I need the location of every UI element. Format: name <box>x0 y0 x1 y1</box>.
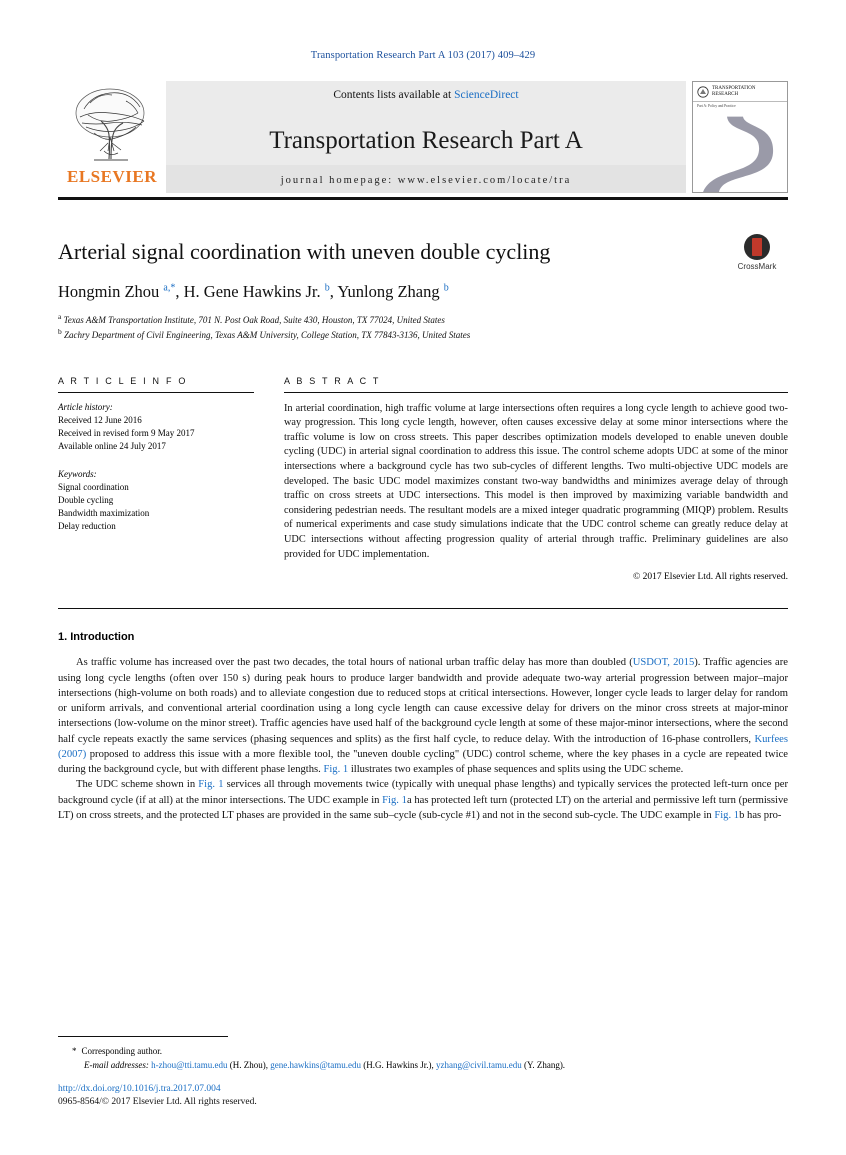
corresponding-author-line <box>58 1045 788 1059</box>
article-info-column <box>58 376 254 583</box>
keyword-item: Double cycling <box>58 494 114 505</box>
abstract-text: In arterial coordination, high traffic volume at large intersections often requires a long cycle length to achieve good two-way progression. This long cycle length, however, often causes excessive delay at some minor intersections where the traffic volume is low on cross streets. This paper describes optimization models developed to enable uneven double cycling (UDC) in arterial signal coordination to address this issue. The control scheme adopts UDC at some of the minor intersections where a background cycle has two sub-cycles of different lengths. Two multi-objective UDC models are developed. The basic UDC model maximizes constant two-way bandwidths and minimizes average delay of through traffic on cross streets at UDC intersections. This model is then improved by maximizing variable bandwidth and considering pedestrian needs. The resultant models are a mixed integer quadratic programming (MIQP) problem. Results of numerical experiments and case study simulations indicate that the UDC control scheme can greatly reduce delay at UDC intersections without affecting progression quality of arterial through traffic. Preliminary guidelines are also provided for UDC implementation. <box>284 402 788 560</box>
doi-link[interactable]: http://dx.doi.org/10.1016/j.tra.2017.07.004 <box>58 1084 221 1094</box>
journal-homepage[interactable]: journal homepage: www.elsevier.com/locate/tra <box>166 165 686 193</box>
p2-mid2: a has protected left turn (protected LT) on the arterial and permissive left turn (permissive LT) on cross streets, and the protected LT phases are provided in the same sub–cycle (sub-cycle #1) and not in the second sub-cycle. The UDC example in <box>58 794 788 821</box>
elsevier-logo <box>58 81 166 193</box>
keyword-item: Bandwidth maximization <box>58 507 150 518</box>
figure-ref-1[interactable]: Fig. 1 <box>323 764 349 776</box>
spacer <box>58 453 254 469</box>
issn-copyright: 0965-8564/© 2017 Elsevier Ltd. All rights reserved. <box>58 1097 257 1107</box>
affiliation-b: $^b$ Zachry Department of Civil Engineering, Texas A&M University, College Station, TX 77843-3136, United States <box>58 326 471 340</box>
cover-line1: TRANSPORTATION <box>712 86 756 91</box>
page-footnote <box>58 1036 788 1107</box>
history-item: Received 12 June 2016 <box>58 414 142 425</box>
email-owner-2: (H.G. Hawkins Jr.), <box>363 1059 434 1070</box>
asterisk-marker: * <box>72 1046 77 1056</box>
article-info-rule <box>58 392 254 393</box>
keywords-label: Keywords: <box>58 468 97 479</box>
figure-ref-1a[interactable]: Fig. 1 <box>382 794 407 806</box>
corresponding-author-label: Corresponding author. <box>81 1046 162 1056</box>
email-owner-1: (H. Zhou), <box>229 1059 268 1070</box>
email-addresses-label: E-mail addresses: <box>84 1059 149 1070</box>
abstract-heading: A B S T R A C T <box>284 375 381 386</box>
email-link-zhang[interactable]: yzhang@civil.tamu.edu <box>435 1059 522 1070</box>
cover-subtitle: Part A: Policy and Practice <box>697 103 736 108</box>
history-item: Received in revised form 9 May 2017 <box>58 427 195 438</box>
email-owner-3: (Y. Zhang). <box>523 1059 566 1070</box>
crossmark-badge[interactable] <box>726 234 788 271</box>
info-abstract-row <box>58 376 788 583</box>
page-title: Arterial signal coordination with uneven double cycling <box>58 239 551 264</box>
section-divider <box>58 608 788 609</box>
p1-end: illustrates two examples of phase sequences and splits using the UDC scheme. <box>348 764 684 776</box>
p2-end: b has pro- <box>739 809 782 821</box>
author-list: Hongmin Zhou $^{a,*}$, H. Gene Hawkins Jr. $^b$, Yunlong Zhang $^b$ <box>58 281 449 301</box>
email-link-hawkins[interactable]: gene.hawkins@tamu.edu <box>270 1059 361 1070</box>
email-line <box>58 1059 788 1073</box>
paragraph-2 <box>58 777 788 823</box>
cover-artwork <box>693 111 787 192</box>
contents-prefix: Contents lists available at <box>333 89 455 101</box>
p2-mid: services all through movements twice (typically with unequal phase lengths) and typically services the protected left-turn once per background cycle (if at all) at the minor intersections. The UDC example in <box>58 779 788 806</box>
sciencedirect-link[interactable]: ScienceDirect <box>454 89 519 101</box>
abstract-rule <box>284 392 788 393</box>
affiliation-b-text: Zachry Department of Civil Engineering, Texas A&M University, College Station, TX 77843-3136, United States <box>64 329 471 340</box>
paragraph-1 <box>58 655 788 777</box>
section-heading-introduction: 1. Introduction <box>58 631 135 644</box>
keyword-item: Signal coordination <box>58 481 129 492</box>
elsevier-tree-icon <box>64 83 160 165</box>
history-item: Available online 24 July 2017 <box>58 440 166 451</box>
footnote-rule <box>58 1036 228 1037</box>
journal-cover-image <box>692 81 788 193</box>
email-link-zhou[interactable]: h-zhou@tti.tamu.edu <box>151 1059 228 1070</box>
p1-mid: ). Traffic agencies are using long cycle lengths (often over 150 s) during peak hours to produce larger bandwidth and provide adequate two-way arterial progression between major–major intersections (high-volume on both roads) and to alleviate congestion due to reduced stops at critical intersections. However, longer cycle leads to larger delay for random or uniform arrivals, and conventional arterial coordination using a long cycle length can cause excessive delay for drivers on the minor cross streets at major-minor intersections (low-volume on the minor street). Traffic agencies have used half of the background cycle length at some of these major-minor intersections, where the second half cycle repeats exactly the same services (phasing sequences and splits) as the first half cycle, to reduce delay. With the introduction of 16-phase controllers, <box>58 657 788 745</box>
figure-ref-1[interactable]: Fig. 1 <box>198 779 224 791</box>
elsevier-wordmark: ELSEVIER <box>67 167 157 186</box>
affiliations <box>58 312 788 342</box>
affiliation-a-text: Texas A&M Transportation Institute, 701 N. Post Oak Road, Suite 430, Houston, TX 77024, United States <box>63 314 445 325</box>
citation-kurfees-2007[interactable]: Kurfees (2007) <box>58 733 788 760</box>
journal-band <box>166 81 686 193</box>
article-history-label: Article history: <box>58 401 113 412</box>
cover-line2: RESEARCH <box>712 92 739 98</box>
p1-pre: As traffic volume has increased over the past two decades, the total hours of national urban traffic delay has more than doubled ( <box>76 657 633 669</box>
introduction-body <box>58 655 788 823</box>
citation-usdot-2015[interactable]: USDOT, 2015 <box>632 657 695 669</box>
p2-pre: The UDC scheme shown in <box>76 779 199 791</box>
running-head: Transportation Research Part A 103 (2017) 409–429 <box>310 50 536 61</box>
journal-emblem-icon <box>697 86 709 98</box>
crossmark-label: CrossMark <box>737 262 777 271</box>
cover-title-text <box>712 86 755 99</box>
contents-available-line <box>333 89 518 101</box>
figure-ref-1b[interactable]: Fig. 1 <box>714 809 740 821</box>
title-block <box>58 238 788 342</box>
abstract-copyright: © 2017 Elsevier Ltd. All rights reserved. <box>633 572 788 583</box>
cover-header <box>693 82 787 102</box>
affiliation-a: $^a$ Texas A&M Transportation Institute, 701 N. Post Oak Road, Suite 430, Houston, TX 77024, United States <box>58 311 445 325</box>
article-info-heading: A R T I C L E I N F O <box>58 375 188 386</box>
keyword-item: Delay reduction <box>58 520 116 531</box>
journal-title: Transportation Research Part A <box>269 127 583 154</box>
cover-road-graphic <box>693 111 787 192</box>
p1-post: proposed to address this issue with a more flexible tool, the ''uneven double cycling" (UDC) control scheme, where the key phases in a cycle are repeated twice during the background cycle, but with different phase lengths. <box>58 748 788 776</box>
crossmark-icon <box>744 234 770 260</box>
journal-masthead <box>58 81 788 193</box>
masthead-divider <box>58 197 788 200</box>
abstract-column <box>284 376 788 583</box>
